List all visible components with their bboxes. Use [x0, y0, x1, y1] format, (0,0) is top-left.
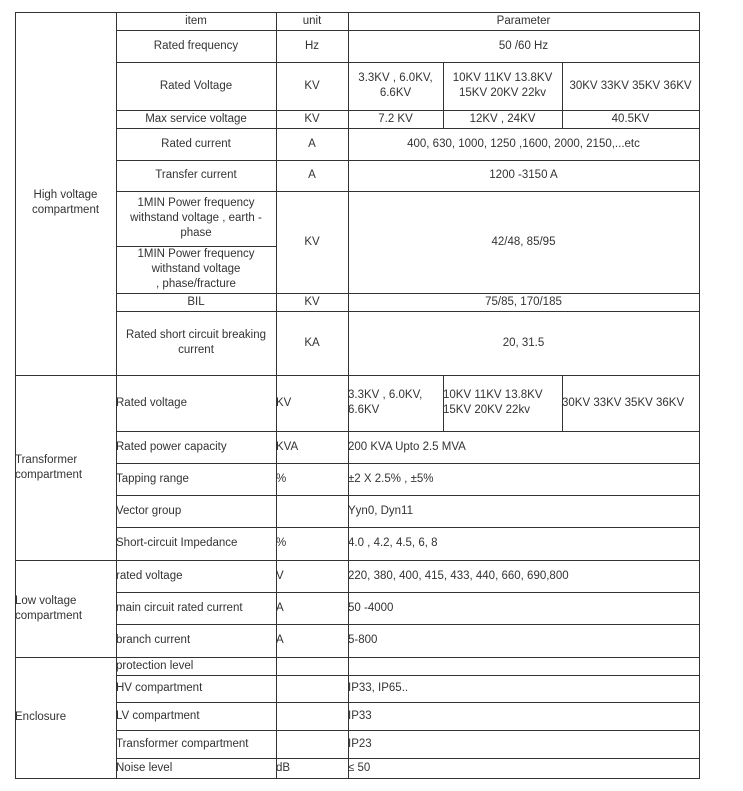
tr-power-unit: KVA [276, 431, 349, 464]
hv-freq-unit: Hz [276, 30, 349, 63]
hv-pf-unit: KV [276, 191, 349, 294]
lv-voltage-unit: V [276, 560, 349, 593]
hv-section-label: High voltage compartment [15, 30, 117, 376]
header-unit: unit [276, 12, 349, 31]
tr-impedance-unit: % [276, 527, 349, 561]
hv-voltage-unit: KV [276, 62, 349, 111]
tr-voltage-v3: 30KV 33KV 35KV 36KV [562, 375, 700, 432]
hv-voltage-item: Rated Voltage [116, 62, 277, 111]
hv-max-v1: 7.2 KV [348, 110, 444, 129]
lv-main-value: 50 -4000 [348, 592, 700, 625]
tr-tapping-item: Tapping range [116, 463, 277, 496]
lv-branch-unit: A [276, 624, 349, 658]
tr-voltage-v2: 10KV 11KV 13.8KV 15KV 20KV 22kv [443, 375, 563, 432]
enc-tr-item: Transformer compartment [116, 730, 277, 759]
enc-tr-value: IP23 [348, 730, 700, 759]
hv-short-value: 20, 31.5 [348, 311, 700, 376]
tr-vector-value: Yyn0, Dyn11 [348, 495, 700, 528]
hv-voltage-v3: 30KV 33KV 35KV 36KV [562, 62, 700, 111]
hv-transfer-value: 1200 -3150 A [348, 160, 700, 192]
enc-noise-item: Noise level [116, 758, 277, 779]
hv-freq-value: 50 /60 Hz [348, 30, 700, 63]
enc-protection-item: protection level [116, 657, 277, 676]
enc-protection-unit [276, 657, 349, 676]
lv-branch-item: branch current [116, 624, 277, 658]
tr-section-label: Transformer compartment [15, 375, 117, 561]
enc-section-label: Enclosure [15, 657, 117, 779]
enc-hv-item: HV compartment [116, 675, 277, 703]
enc-noise-unit: dB [276, 758, 349, 779]
lv-section-label: Low voltage compartment [15, 560, 117, 658]
tr-power-value: 200 KVA Upto 2.5 MVA [348, 431, 700, 464]
enc-protection-value [348, 657, 700, 676]
tr-tapping-unit: % [276, 463, 349, 496]
hv-max-item: Max service voltage [116, 110, 277, 129]
hv-bil-value: 75/85, 170/185 [348, 293, 700, 312]
enc-lv-unit [276, 702, 349, 731]
tr-vector-unit [276, 495, 349, 528]
hv-current-value: 400, 630, 1000, 1250 ,1600, 2000, 2150,...etc [348, 128, 700, 161]
hv-voltage-v1: 3.3KV , 6.0KV, 6.6KV [348, 62, 444, 111]
lv-voltage-value: 220, 380, 400, 415, 433, 440, 660, 690,800 [348, 560, 700, 593]
enc-lv-value: IP33 [348, 702, 700, 731]
tr-voltage-unit: KV [276, 375, 349, 432]
header-empty-cell [15, 12, 117, 31]
tr-impedance-value: 4.0 , 4.2, 4.5, 6, 8 [348, 527, 700, 561]
tr-tapping-value: ±2 X 2.5% , ±5% [348, 463, 700, 496]
header-parameter: Parameter [348, 12, 700, 31]
enc-hv-unit [276, 675, 349, 703]
hv-pf-value: 42/48, 85/95 [348, 191, 700, 294]
enc-tr-unit [276, 730, 349, 759]
hv-transfer-unit: A [276, 160, 349, 192]
hv-bil-item: BIL [116, 293, 277, 312]
tr-impedance-item: Short-circuit Impedance [116, 527, 277, 561]
enc-noise-value: ≤ 50 [348, 758, 700, 779]
hv-current-item: Rated current [116, 128, 277, 161]
hv-current-unit: A [276, 128, 349, 161]
tr-voltage-v1: 3.3KV , 6.0KV, 6.6KV [348, 375, 444, 432]
hv-short-item: Rated short circuit breaking current [116, 311, 277, 376]
hv-bil-unit: KV [276, 293, 349, 312]
hv-freq-item: Rated frequency [116, 30, 277, 63]
lv-voltage-item: rated voltage [116, 560, 277, 593]
header-item: item [116, 12, 277, 31]
hv-voltage-v2: 10KV 11KV 13.8KV 15KV 20KV 22kv [443, 62, 563, 111]
enc-hv-value: IP33, IP65.. [348, 675, 700, 703]
hv-transfer-item: Transfer current [116, 160, 277, 192]
tr-voltage-item: Rated voltage [116, 375, 277, 432]
hv-max-v2: 12KV , 24KV [443, 110, 563, 129]
tr-vector-item: Vector group [116, 495, 277, 528]
tr-power-item: Rated power capacity [116, 431, 277, 464]
hv-pf-phase-item: 1MIN Power frequency withstand voltage , phase/fracture [116, 246, 277, 294]
hv-max-v3: 40.5KV [562, 110, 700, 129]
hv-short-unit: KA [276, 311, 349, 376]
lv-branch-value: 5-800 [348, 624, 700, 658]
enc-lv-item: LV compartment [116, 702, 277, 731]
lv-main-item: main circuit rated current [116, 592, 277, 625]
hv-max-unit: KV [276, 110, 349, 129]
lv-main-unit: A [276, 592, 349, 625]
hv-pf-earth-item: 1MIN Power frequency withstand voltage , earth - phase [116, 191, 277, 247]
